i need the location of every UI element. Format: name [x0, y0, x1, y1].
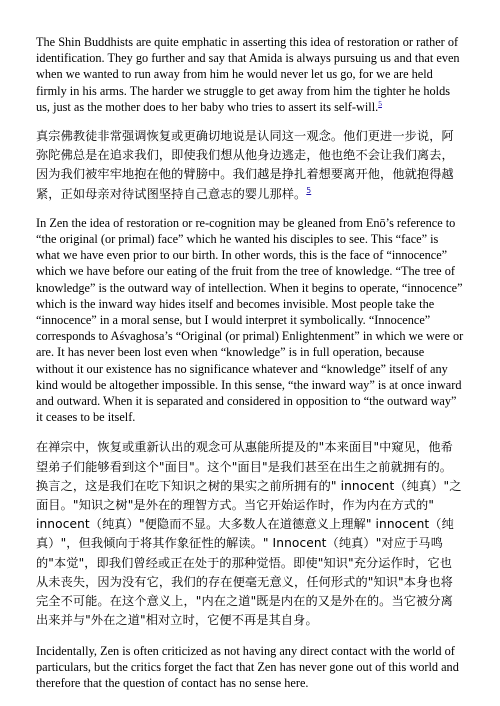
paragraph-text: The Shin Buddhists are quite emphatic in asserting this idea of restoration or rather of identification. They go further and say that Amida is always pursuing us and that even when we wanted to run away from him he would never let us go, for we are held firmly in his arms. The harder we struggle to get away from him the tighter he holds us, just as the mother does to her baby who tries to assert its self-will.: [36, 35, 460, 114]
paragraph-shin-buddhists-zh: [36, 127, 464, 204]
paragraph-zen-restoration-zh: 在禅宗中，恢复或重新认出的观念可从惠能所提及的"本来面目"中窥见，他希望弟子们能够看到这个"面目"。这个"面目"是我们甚至在出生之前就拥有的。换言之，这是我们在吃下知识之树的果实之前所拥有的" innocent（纯真）"之面目。"知识之树"是外在的理智方式。当它开始运作时，作为内在方式的" innocent（纯真）"便隐而不显。大多数人在道德意义上理解" innocent（纯真）"，但我倾向于将其作象征性的解读。" Innocent（纯真）"对应于马鸣的"本觉"，即我们曾经或正在处于的那种觉悟。即使"知识"充分运作时，它也从未丧失，因为没有它，我们的存在便毫无意义，任何形式的"知识"本身也将完全不可能。在这个意义上，"内在之道"既是内在的又是外在的。当它被分离出来并与"外在之道"相对立时，它便不再是其自身。: [36, 440, 462, 628]
paragraph-zen-restoration-en: In Zen the idea of restoration or re-cognition may be gleaned from Enō’s reference to “the original (or primal) face” which he wanted his disciples to see. This “face” is what we have even prior to our birth. In other words, this is the face of “innocence” which we have before our eating of the fruit from the tree of knowledge. “The tree of knowledge” is the outward way of intellection. When it begins to operate, “innocence” which is the inward way hides itself and becomes invisible. Most people take the “innocence” in a moral sense, but I would interpret it symbolically. “Innocence” corresponds to Aśvaghosa’s “Original (or primal) Enlightenment” in which we were or are. It has never been lost even when “knowledge” is in full operation, because without it our existence has no significance whatever and “knowledge” itself of any kind would be altogether impossible. In this sense, “the inward way” is at once inward and outward. When it is separated and considered in opposition to “the outward way” it ceases to be itself.: [36, 215, 464, 425]
document-body: [36, 34, 464, 706]
paragraph-incidentally-en: Incidentally, Zen is often criticized as not having any direct contact with the world of particulars, but the critics forget the fact that Zen has never gone out of this world and therefore that the question of contact has no sense here.: [36, 643, 459, 690]
paragraph-shin-buddhists-en: [36, 34, 464, 115]
footnote-link[interactable]: 5: [306, 185, 312, 195]
footnote-link[interactable]: 5: [378, 98, 382, 108]
paragraph-text: 真宗佛教徒非常强调恢复或更确切地说是认同这一观念。他们更进一步说，阿弥陀佛总是在追求我们，即使我们想从他身边逃走，他也绝不会让我们离去，因为我们被牢牢地抱在他的臂膀中。我们越是挣扎着想要离开他，他就抱得越紧，正如母亲对待试图坚持自己意志的婴儿那样。: [36, 129, 454, 201]
